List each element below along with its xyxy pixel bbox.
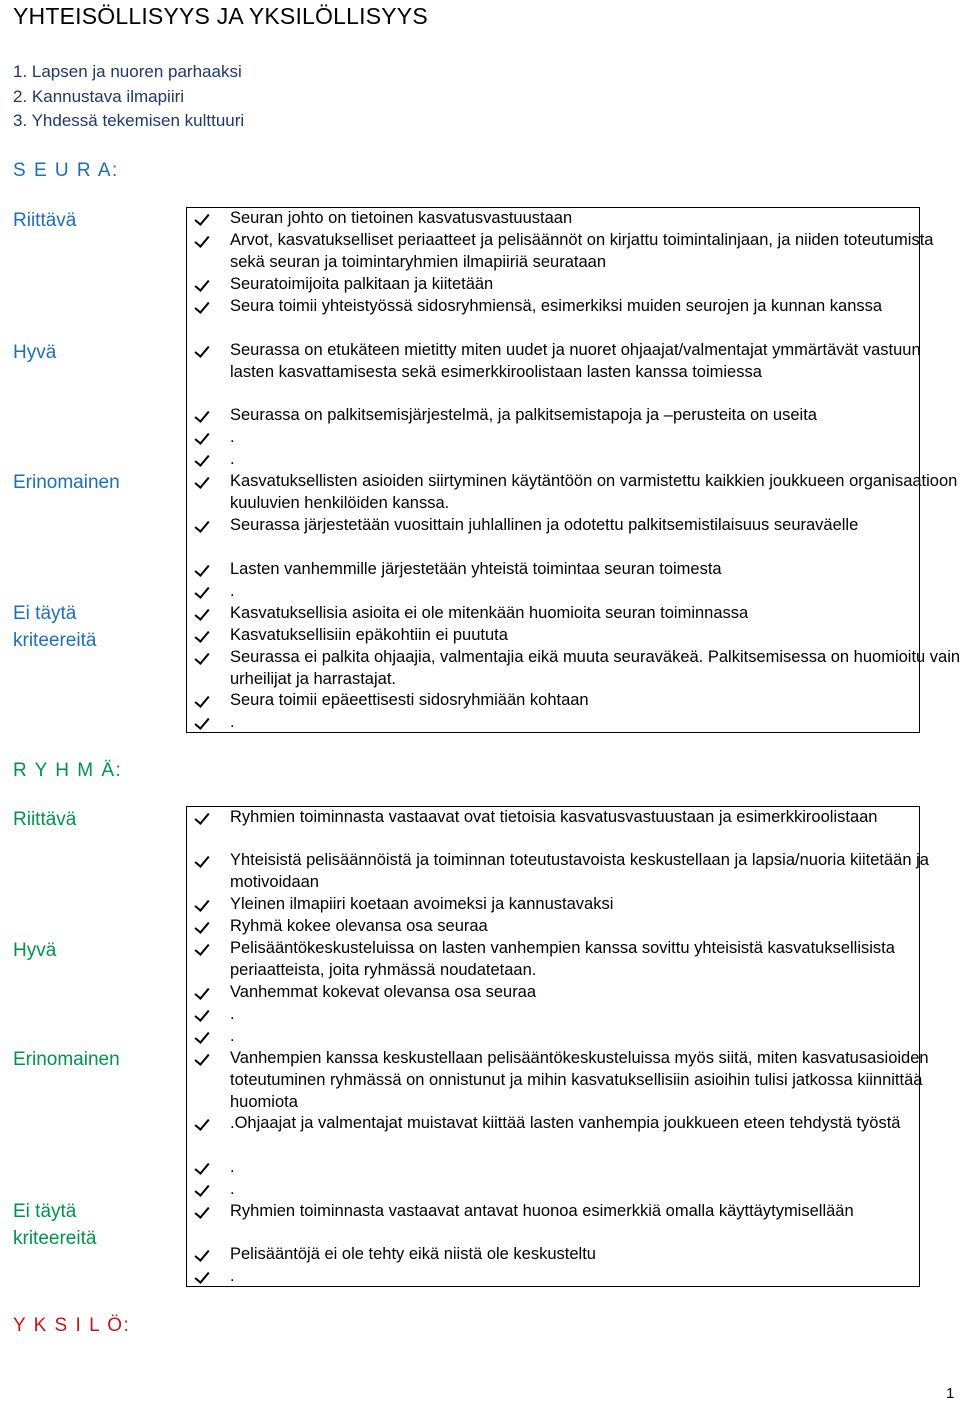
checkmark-icon <box>193 916 213 938</box>
checkmark-icon <box>193 1266 213 1288</box>
criteria-item: Seurassa on palkitsemisjärjestelmä, ja palkitsemistapoja ja –perusteita on useita <box>187 405 960 427</box>
criteria-item: Seura toimii epäeettisesti sidosryhmiään kohtaan <box>187 690 960 712</box>
checkmark-icon <box>193 982 213 1004</box>
criteria-item: Seurassa ei palkita ohjaajia, valmentajia eikä muuta seuraväkeä. Palkitsemisessa on huomioitu vain urheilijat ja harrastajat. <box>187 647 960 691</box>
checkmark-icon <box>193 208 213 230</box>
checkmark-icon <box>193 230 213 252</box>
checkmark-icon <box>193 603 213 625</box>
checkmark-icon <box>193 850 213 872</box>
criteria-item: Kasvatuksellisiin epäkohtiin ei puututa <box>187 625 960 647</box>
checkmark-icon <box>193 1157 213 1179</box>
criteria-item: Pelisääntökeskusteluissa on lasten vanhempien kanssa sovittu yhteisistä kasvatuksellisista periaatteista, joita ryhmässä noudatetaan. <box>187 938 960 982</box>
level-riittava: Riittävä <box>13 210 77 231</box>
checkmark-icon <box>193 1244 213 1266</box>
checkmark-icon <box>193 1004 213 1026</box>
page-number: 1 <box>946 1385 955 1402</box>
goal-item: 1. Lapsen ja nuoren parhaaksi <box>13 62 242 81</box>
criteria-item: Kasvatuksellisia asioita ei ole mitenkään huomioita seuran toiminnassa <box>187 603 960 625</box>
level-ei-tayta: Ei täytä <box>13 603 77 624</box>
ryhma-criteria-box <box>186 806 929 1287</box>
checkmark-icon <box>193 1026 213 1048</box>
checkmark-icon <box>193 1201 213 1223</box>
level-riittava: Riittävä <box>13 809 77 830</box>
seura-criteria-box <box>186 207 960 733</box>
checkmark-icon <box>193 894 213 916</box>
section-heading-yksilo: Y K S I L Ö: <box>13 1315 131 1336</box>
criteria-item: . <box>187 1179 960 1201</box>
criteria-item: Lasten vanhemmille järjestetään yhteistä toimintaa seuran toimesta <box>187 559 960 581</box>
checkmark-icon <box>193 340 213 362</box>
goal-item: 2. Kannustava ilmapiiri <box>13 86 185 106</box>
criteria-item: Vanhempien kanssa keskustellaan pelisääntökeskusteluissa myös siitä, miten kasvatusasioiden toteutuminen ryhmässä on onnistunut ja mihin kasvatuksellisiin asioihin tulisi jatkossa kiinnittää huomiota <box>187 1048 960 1113</box>
checkmark-icon <box>193 405 213 427</box>
criteria-item: Pelisääntöjä ei ole tehty eikä niistä ole keskusteltu <box>187 1244 960 1266</box>
checkmark-icon <box>193 647 213 669</box>
criteria-item: Yhteisistä pelisäännöistä ja toiminnan toteutustavoista keskustellaan ja lapsia/nuoria kiitetään ja motivoidaan <box>187 850 960 894</box>
checkmark-icon <box>193 938 213 960</box>
section-heading-ryhma: R Y H M Ä: <box>13 760 123 781</box>
criteria-item: . <box>187 581 960 603</box>
criteria-item: Arvot, kasvatukselliset periaatteet ja pelisäännöt on kirjattu toimintalinjaan, ja niiden toteutumista sekä seuran ja toimintaryhmien ilmapiiriä seurataan <box>187 230 960 274</box>
level-hyva: Hyvä <box>13 342 57 363</box>
level-ei-tayta: Ei täytä <box>13 1201 77 1222</box>
checkmark-icon <box>193 690 213 712</box>
level-hyva: Hyvä <box>13 940 57 961</box>
criteria-item: Seuratoimijoita palkitaan ja kiitetään <box>187 274 960 296</box>
criteria-item: . <box>187 1026 960 1048</box>
criteria-item: .Ohjaajat ja valmentajat muistavat kiittää lasten vanhempia joukkueen eteen tehdystä työstä <box>187 1113 960 1135</box>
checkmark-icon <box>193 625 213 647</box>
goals-list <box>13 60 244 134</box>
checkmark-icon <box>193 296 213 318</box>
checkmark-icon <box>193 449 213 471</box>
checkmark-icon <box>193 807 213 829</box>
criteria-item: Vanhemmat kokevat olevansa osa seuraa <box>187 982 960 1004</box>
criteria-item: Seura toimii yhteistyössä sidosryhmiensä, esimerkiksi muiden seurojen ja kunnan kanssa <box>187 296 960 318</box>
criteria-item: Seurassa on etukäteen mietitty miten uudet ja nuoret ohjaajat/valmentajat ymmärtävät vastuun lasten kasvattamisesta sekä esimerkkiroolistaan lasten kanssa toimiessa <box>187 340 960 384</box>
criteria-item: . <box>187 427 960 449</box>
checkmark-icon <box>193 559 213 581</box>
page-title: YHTEISÖLLISYYS JA YKSILÖLLISYYS <box>13 3 428 29</box>
checkmark-icon <box>193 471 213 493</box>
criteria-item: Kasvatuksellisten asioiden siirtyminen käytäntöön on varmistettu kaikkien joukkueen organisaatioon kuuluvien henkilöiden kanssa. <box>187 471 960 515</box>
checkmark-icon <box>193 427 213 449</box>
checkmark-icon <box>193 515 213 537</box>
checkmark-icon <box>193 581 213 603</box>
checkmark-icon <box>193 274 213 296</box>
level-kriteereita: kriteereitä <box>13 630 97 651</box>
section-heading-seura: S E U R A: <box>13 160 119 181</box>
criteria-item: . <box>187 1004 960 1026</box>
checkmark-icon <box>193 712 213 734</box>
checkmark-icon <box>193 1048 213 1070</box>
level-erinomainen: Erinomainen <box>13 472 120 493</box>
criteria-item: . <box>187 1266 960 1288</box>
criteria-item: . <box>187 1157 960 1179</box>
criteria-item: Ryhmä kokee olevansa osa seuraa <box>187 916 960 938</box>
criteria-item: Ryhmien toiminnasta vastaavat ovat tietoisia kasvatusvastuustaan ja esimerkkiroolistaan <box>187 807 960 829</box>
criteria-item: Seuran johto on tietoinen kasvatusvastuustaan <box>187 208 960 230</box>
checkmark-icon <box>193 1113 213 1135</box>
level-erinomainen: Erinomainen <box>13 1049 120 1070</box>
criteria-item: . <box>187 449 960 471</box>
criteria-item: . <box>187 712 960 734</box>
criteria-item: Seurassa järjestetään vuosittain juhlallinen ja odotettu palkitsemistilaisuus seuraväelle <box>187 515 960 537</box>
checkmark-icon <box>193 1179 213 1201</box>
criteria-item: Ryhmien toiminnasta vastaavat antavat huonoa esimerkkiä omalla käyttäytymisellään <box>187 1201 960 1223</box>
criteria-item: Yleinen ilmapiiri koetaan avoimeksi ja kannustavaksi <box>187 894 960 916</box>
level-kriteereita: kriteereitä <box>13 1228 97 1249</box>
goal-item: 3. Yhdessä tekemisen kulttuuri <box>13 111 245 130</box>
